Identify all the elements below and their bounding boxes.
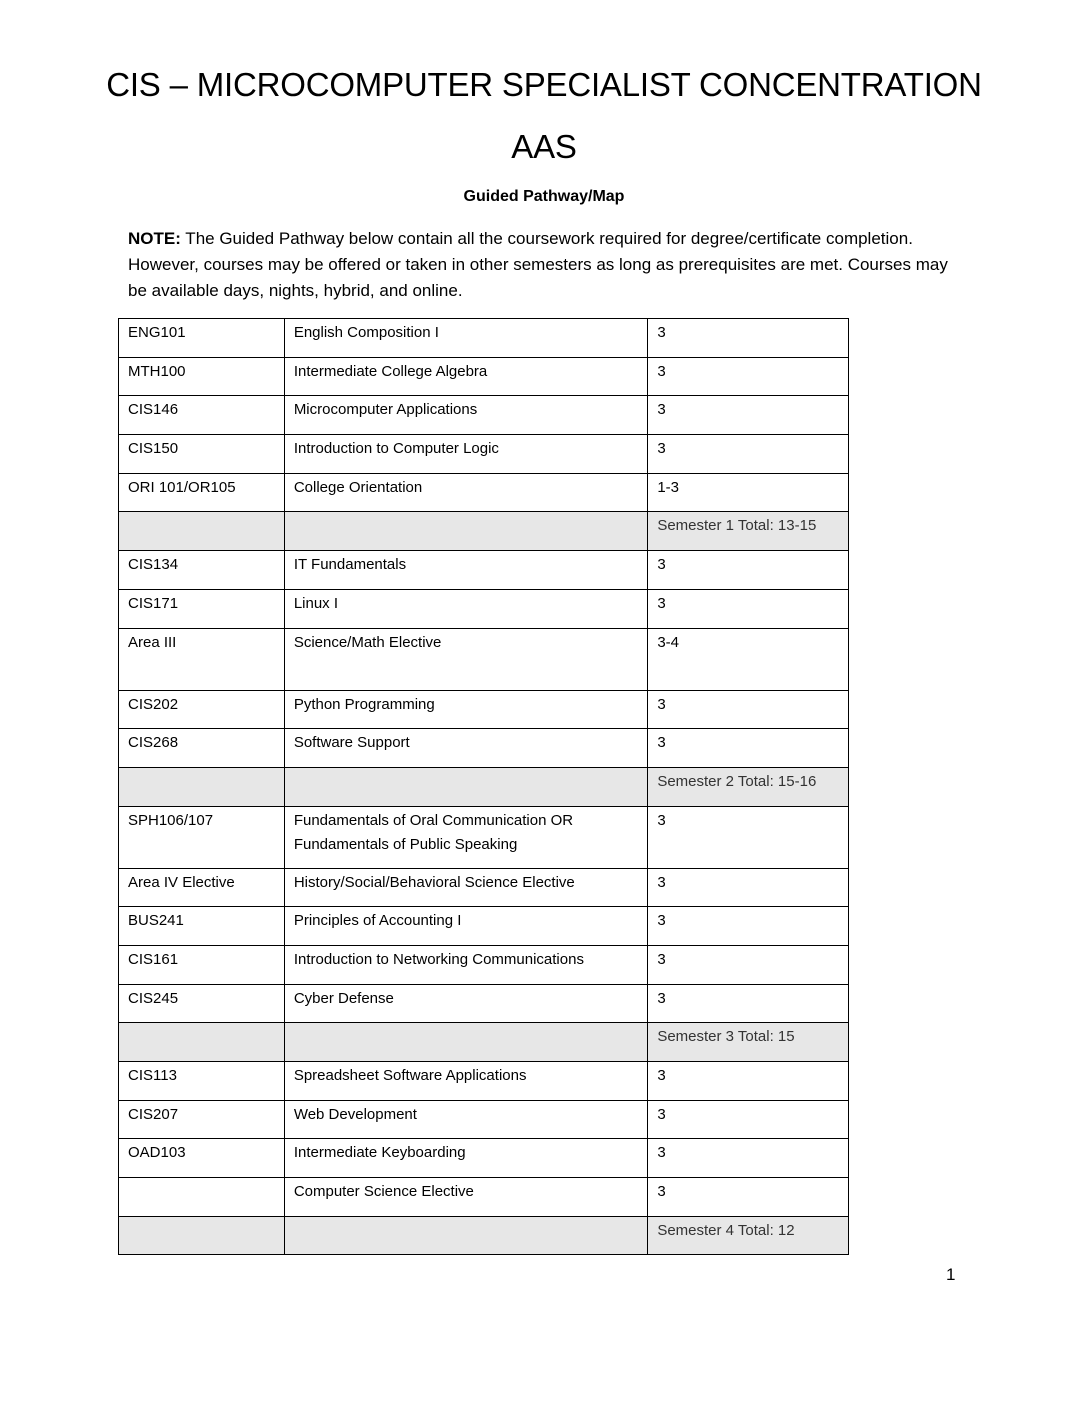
semester-total: Semester 2 Total: 15-16 xyxy=(648,767,849,806)
table-row xyxy=(119,907,849,946)
course-credits: 3 xyxy=(648,690,849,729)
semester-total: Semester 4 Total: 12 xyxy=(648,1216,849,1255)
course-credits: 3 xyxy=(648,806,849,868)
page-title: CIS – MICROCOMPUTER SPECIALIST CONCENTRATION xyxy=(106,66,982,103)
semester-total-row xyxy=(119,1023,849,1062)
note-text: The Guided Pathway below contain all the coursework required for degree/certificate completion. However, courses may be offered or taken in other semesters as long as prerequisites are met. Courses may be available days, nights, hybrid, and online. xyxy=(128,229,948,300)
note-label: NOTE: xyxy=(128,229,181,248)
table-row xyxy=(119,357,849,396)
course-credits: 3 xyxy=(648,1139,849,1178)
course-credits: 3 xyxy=(648,551,849,590)
course-credits: 3 xyxy=(648,1100,849,1139)
course-title xyxy=(284,767,648,806)
course-code: CIS150 xyxy=(119,435,285,474)
table-row xyxy=(119,1139,849,1178)
semester-total-row xyxy=(119,1216,849,1255)
course-title: Microcomputer Applications xyxy=(284,396,648,435)
course-credits: 3 xyxy=(648,1178,849,1217)
course-code: CIS268 xyxy=(119,729,285,768)
course-title: Linux I xyxy=(284,589,648,628)
course-title: Introduction to Networking Communications xyxy=(284,945,648,984)
table-row xyxy=(119,690,849,729)
course-credits: 3 xyxy=(648,319,849,358)
course-credits: 1-3 xyxy=(648,473,849,512)
course-title: Principles of Accounting I xyxy=(284,907,648,946)
semester-total: Semester 1 Total: 13-15 xyxy=(648,512,849,551)
course-title: College Orientation xyxy=(284,473,648,512)
course-title: Spreadsheet Software Applications xyxy=(284,1062,648,1101)
table-row xyxy=(119,435,849,474)
course-title: Web Development xyxy=(284,1100,648,1139)
course-credits: 3 xyxy=(648,396,849,435)
course-code: ENG101 xyxy=(119,319,285,358)
course-title: Intermediate Keyboarding xyxy=(284,1139,648,1178)
table-row xyxy=(119,396,849,435)
table-row xyxy=(119,1178,849,1217)
course-code: CIS202 xyxy=(119,690,285,729)
course-table xyxy=(118,318,849,1255)
course-credits: 3 xyxy=(648,1062,849,1101)
table-row xyxy=(119,551,849,590)
course-title: English Composition I xyxy=(284,319,648,358)
table-row xyxy=(119,473,849,512)
course-title-cell xyxy=(284,806,648,868)
course-title-alt: Fundamentals of Public Speaking xyxy=(293,835,518,853)
course-credits: 3 xyxy=(648,729,849,768)
course-title: History/Social/Behavioral Science Elective xyxy=(284,868,648,907)
course-credits: 3 xyxy=(648,868,849,907)
course-title xyxy=(284,1023,648,1062)
course-code: CIS161 xyxy=(119,945,285,984)
semester-total-row xyxy=(119,767,849,806)
degree-title: AAS xyxy=(511,128,577,165)
course-code xyxy=(119,1023,285,1062)
course-code xyxy=(119,767,285,806)
course-code: CIS146 xyxy=(119,396,285,435)
table-row xyxy=(119,319,849,358)
table-row xyxy=(119,628,849,690)
course-credits: 3 xyxy=(648,945,849,984)
course-code: Area III xyxy=(119,628,285,690)
table-row xyxy=(119,945,849,984)
page-number: 1 xyxy=(946,1265,956,1284)
table-row xyxy=(119,1100,849,1139)
table-row xyxy=(119,729,849,768)
course-code xyxy=(119,1216,285,1255)
table-row xyxy=(119,1062,849,1101)
course-title: IT Fundamentals xyxy=(284,551,648,590)
course-code: CIS207 xyxy=(119,1100,285,1139)
course-credits: 3 xyxy=(648,907,849,946)
course-title: Science/Math Elective xyxy=(284,628,648,690)
course-credits: 3-4 xyxy=(648,628,849,690)
course-code: MTH100 xyxy=(119,357,285,396)
course-title: Fundamentals of Oral Communication OR xyxy=(293,811,574,829)
course-code: ORI 101/OR105 xyxy=(119,473,285,512)
table-row xyxy=(119,868,849,907)
course-credits: 3 xyxy=(648,357,849,396)
course-title xyxy=(284,1216,648,1255)
note-paragraph xyxy=(128,226,968,304)
course-title: Python Programming xyxy=(284,690,648,729)
course-title: Computer Science Elective xyxy=(284,1178,648,1217)
course-title: Cyber Defense xyxy=(284,984,648,1023)
course-code: BUS241 xyxy=(119,907,285,946)
course-code: CIS113 xyxy=(119,1062,285,1101)
course-code: CIS171 xyxy=(119,589,285,628)
subtitle: Guided Pathway/Map xyxy=(463,188,625,205)
table-row xyxy=(119,806,849,868)
course-title: Intermediate College Algebra xyxy=(284,357,648,396)
course-code xyxy=(119,1178,285,1217)
course-code: SPH106/107 xyxy=(119,806,285,868)
course-code: Area IV Elective xyxy=(119,868,285,907)
course-code: CIS134 xyxy=(119,551,285,590)
semester-total-row xyxy=(119,512,849,551)
course-code: OAD103 xyxy=(119,1139,285,1178)
course-credits: 3 xyxy=(648,435,849,474)
course-credits: 3 xyxy=(648,984,849,1023)
course-title: Software Support xyxy=(284,729,648,768)
course-code: CIS245 xyxy=(119,984,285,1023)
course-credits: 3 xyxy=(648,589,849,628)
course-code xyxy=(119,512,285,551)
course-title xyxy=(284,512,648,551)
semester-total: Semester 3 Total: 15 xyxy=(648,1023,849,1062)
table-row xyxy=(119,984,849,1023)
table-row xyxy=(119,589,849,628)
course-title: Introduction to Computer Logic xyxy=(284,435,648,474)
